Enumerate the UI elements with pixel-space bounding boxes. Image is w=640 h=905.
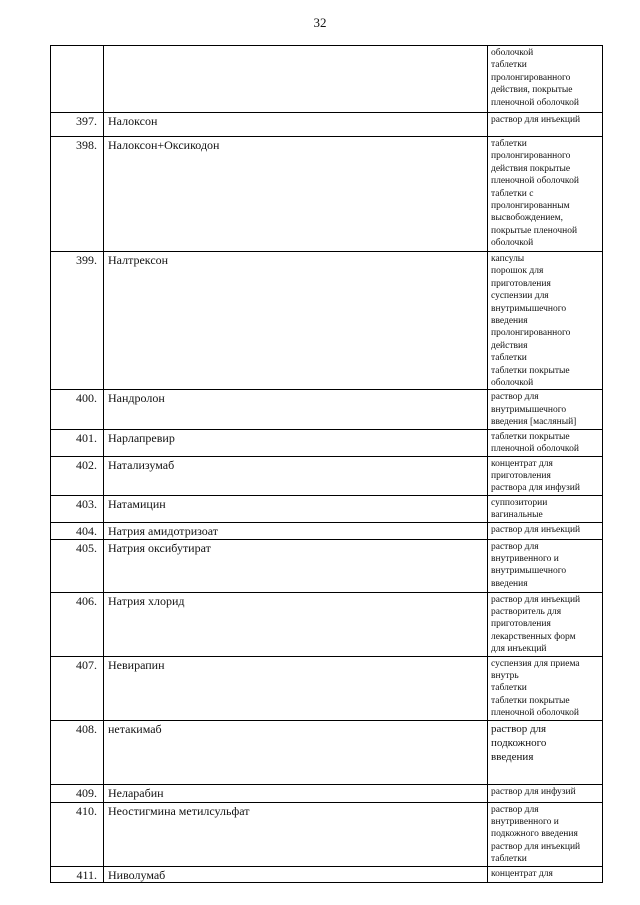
dosage-forms xyxy=(488,456,603,495)
dosage-form-line: действия, покрытые xyxy=(491,85,573,96)
table-row xyxy=(51,390,603,429)
dosage-form-line: суспензии для xyxy=(491,291,549,302)
drug-name: Неларабин xyxy=(104,784,488,802)
dosage-form-line: концентрат для xyxy=(491,868,553,879)
table-row xyxy=(51,802,603,866)
row-number: 398. xyxy=(51,137,104,252)
dosage-forms xyxy=(488,784,603,802)
table-row xyxy=(51,113,603,137)
dosage-form-line: таблетки покрытые xyxy=(491,365,570,376)
dosage-form-line: пленочной оболочкой xyxy=(491,444,579,455)
dosage-form-line: порошок для xyxy=(491,266,544,277)
table-row xyxy=(51,456,603,495)
drug-name: Неостигмина метилсульфат xyxy=(104,802,488,866)
dosage-form-line: раствор для xyxy=(491,541,539,552)
dosage-form-line: раствор для инфузий xyxy=(491,786,576,797)
dosage-form-line: пролонгированного xyxy=(491,72,571,83)
dosage-form-line: действия xyxy=(491,340,528,351)
dosage-form-line: раствор для инъекций xyxy=(491,594,581,605)
dosage-form-line: приготовления xyxy=(491,619,551,630)
drug-name: Налтрексон xyxy=(104,252,488,390)
row-number: 404. xyxy=(51,522,104,539)
dosage-form-line: подкожного введения xyxy=(491,829,578,840)
drug-name: Натрия амидотризоат xyxy=(104,522,488,539)
row-number: 410. xyxy=(51,802,104,866)
table-row xyxy=(51,522,603,539)
dosage-form-line: лекарственных форм xyxy=(491,631,576,642)
drug-name: Натамицин xyxy=(104,495,488,522)
row-number: 401. xyxy=(51,429,104,456)
row-number: 406. xyxy=(51,592,104,656)
dosage-form-line: внутримышечного xyxy=(491,303,567,314)
drug-name: Нарлапревир xyxy=(104,429,488,456)
dosage-forms xyxy=(488,720,603,784)
table-row xyxy=(51,866,603,882)
dosage-form-line: таблетки покрытые xyxy=(491,431,570,442)
row-number: 399. xyxy=(51,252,104,390)
dosage-form-line: внутримышечного xyxy=(491,566,567,577)
dosage-form-line: внутримышечного xyxy=(491,404,567,415)
table-row xyxy=(51,720,603,784)
dosage-forms xyxy=(488,113,603,137)
dosage-forms xyxy=(488,866,603,882)
dosage-form-line: концентрат для xyxy=(491,458,553,469)
table-row xyxy=(51,495,603,522)
dosage-form-line: внутривенного и xyxy=(491,553,559,564)
dosage-form-line: для инъекций xyxy=(491,644,547,655)
row-number: 407. xyxy=(51,656,104,720)
drug-name: нетакимаб xyxy=(104,720,488,784)
dosage-form-line: раствора для инфузий xyxy=(491,483,580,494)
dosage-form-line: раствор для xyxy=(491,722,547,735)
dosage-form-line: суспензия для приема xyxy=(491,658,580,669)
dosage-form-line: введения xyxy=(491,316,528,327)
dosage-form-line: таблетки xyxy=(491,683,527,694)
dosage-form-line: таблетки с xyxy=(491,188,534,199)
dosage-form-line: пленочной оболочкой xyxy=(491,708,579,719)
dosage-forms xyxy=(488,390,603,429)
dosage-forms xyxy=(488,522,603,539)
dosage-form-line: пленочной оболочкой xyxy=(491,97,579,108)
dosage-form-line: пленочной оболочкой xyxy=(491,176,579,187)
dosage-form-line: раствор для инъекций xyxy=(491,841,581,852)
dosage-form-line: внутривенного и xyxy=(491,817,559,827)
dosage-form-line: таблетки xyxy=(491,139,527,149)
table-row xyxy=(51,784,603,802)
row-number: 400. xyxy=(51,390,104,429)
dosage-form-line: растворитель для xyxy=(491,606,562,617)
dosage-form-line: пролонгированного xyxy=(491,328,571,339)
dosage-forms xyxy=(488,592,603,656)
row-number: 403. xyxy=(51,495,104,522)
dosage-form-line: таблетки покрытые xyxy=(491,695,570,706)
dosage-form-line: суппозитории xyxy=(491,497,548,508)
dosage-form-line: пролонгированного xyxy=(491,151,571,162)
drug-table xyxy=(50,45,603,883)
dosage-form-line: высвобождением, xyxy=(491,213,563,224)
drug-name: Налоксон xyxy=(104,113,488,137)
dosage-forms xyxy=(488,802,603,866)
dosage-form-line: таблетки xyxy=(491,60,527,71)
dosage-forms xyxy=(488,46,603,113)
table-row xyxy=(51,429,603,456)
dosage-form-line: пролонгированным xyxy=(491,201,570,212)
dosage-form-line: оболочкой xyxy=(491,48,534,58)
table-row xyxy=(51,539,603,592)
drug-name: Нандролон xyxy=(104,390,488,429)
dosage-form-line: введения xyxy=(491,578,528,589)
dosage-form-line: подкожного xyxy=(491,736,547,749)
row-number: 409. xyxy=(51,784,104,802)
table-row xyxy=(51,252,603,390)
dosage-form-line: раствор для xyxy=(491,392,539,403)
dosage-form-line: приготовления xyxy=(491,470,551,481)
row-number xyxy=(51,46,104,113)
drug-name: Невирапин xyxy=(104,656,488,720)
drug-name xyxy=(104,46,488,113)
dosage-form-line: вагинальные xyxy=(491,510,543,521)
dosage-form-line: оболочкой xyxy=(491,238,534,249)
row-number: 405. xyxy=(51,539,104,592)
page-number: 32 xyxy=(313,15,327,30)
row-number: 397. xyxy=(51,113,104,137)
row-number: 408. xyxy=(51,720,104,784)
row-number: 402. xyxy=(51,456,104,495)
drug-name: Налоксон+Оксикодон xyxy=(104,137,488,252)
dosage-form-line: оболочкой xyxy=(491,378,534,389)
row-number: 411. xyxy=(51,866,104,882)
dosage-form-line: внутрь xyxy=(491,670,519,681)
dosage-form-line: введения xyxy=(491,750,534,763)
dosage-forms xyxy=(488,137,603,252)
dosage-form-line: раствор для инъекций xyxy=(491,524,581,535)
dosage-form-line: покрытые пленочной xyxy=(491,225,578,236)
dosage-form-line: таблетки xyxy=(491,353,527,364)
drug-name: Натрия оксибутират xyxy=(104,539,488,592)
dosage-form-line: капсулы xyxy=(491,254,525,264)
dosage-form-line: приготовления xyxy=(491,278,551,289)
dosage-form-line: раствор для xyxy=(491,804,539,815)
dosage-forms xyxy=(488,495,603,522)
drug-name: Натрия хлорид xyxy=(104,592,488,656)
dosage-form-line: таблетки xyxy=(491,854,527,865)
table-row xyxy=(51,46,603,113)
table-row xyxy=(51,656,603,720)
dosage-forms xyxy=(488,429,603,456)
dosage-form-line: раствор для инъекций xyxy=(491,115,581,125)
dosage-form-line: действия покрытые xyxy=(491,163,571,174)
dosage-form-line: введения [масляный] xyxy=(491,417,577,428)
dosage-forms xyxy=(488,252,603,390)
drug-name: Ниволумаб xyxy=(104,866,488,882)
dosage-forms xyxy=(488,656,603,720)
drug-name: Натализумаб xyxy=(104,456,488,495)
dosage-forms xyxy=(488,539,603,592)
table-row xyxy=(51,592,603,656)
table-row xyxy=(51,137,603,252)
